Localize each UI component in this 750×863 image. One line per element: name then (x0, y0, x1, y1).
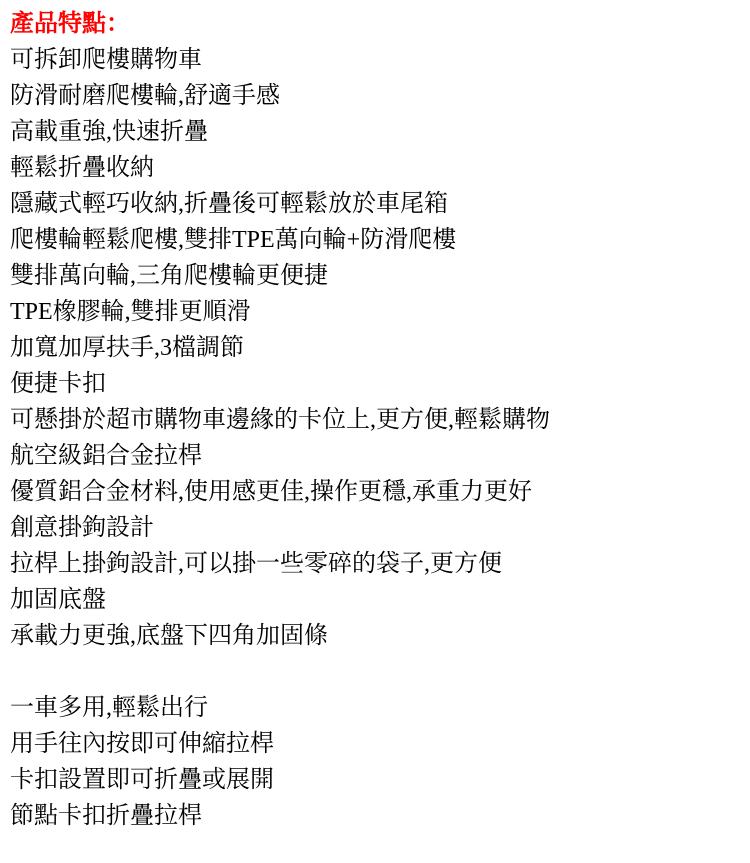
feature-line: 用手往內按即可伸縮拉桿 (10, 731, 274, 757)
feature-line: 卡扣設置即可折疊或展開 (10, 767, 274, 793)
feature-line: 隱藏式輕巧收納,折疊後可輕鬆放於車尾箱 (10, 191, 448, 217)
feature-line: 高載重強,快速折疊 (10, 119, 208, 145)
feature-line: 可拆卸爬樓購物車 (10, 47, 202, 73)
feature-list (10, 42, 740, 834)
feature-line: 輕鬆折疊收納 (10, 155, 154, 181)
feature-line: 拉桿上掛鉤設計,可以掛一些零碎的袋子,更方便 (10, 551, 502, 577)
feature-line: 防滑耐磨爬樓輪,舒適手感 (10, 83, 280, 109)
feature-line: 可懸掛於超市購物車邊緣的卡位上,更方便,輕鬆購物 (10, 407, 550, 433)
feature-line: 優質鋁合金材料,使用感更佳,操作更穩,承重力更好 (10, 479, 532, 505)
feature-line: TPE橡膠輪,雙排更順滑 (10, 299, 251, 325)
feature-line: 節點卡扣折疊拉桿 (10, 803, 202, 829)
feature-line: 加固底盤 (10, 587, 106, 613)
feature-line: 承載力更強,底盤下四角加固條 (10, 623, 328, 649)
feature-line: 航空級鋁合金拉桿 (10, 443, 202, 469)
feature-line: 加寬加厚扶手,3檔調節 (10, 335, 244, 361)
feature-line: 雙排萬向輪,三角爬樓輪更便捷 (10, 263, 328, 289)
feature-line: 創意掛鉤設計 (10, 515, 154, 541)
feature-line (10, 654, 740, 690)
feature-line: 便捷卡扣 (10, 371, 106, 397)
feature-line: 一車多用,輕鬆出行 (10, 695, 208, 721)
page-title: 產品特點： (10, 11, 130, 37)
feature-line: 爬樓輪輕鬆爬樓,雙排TPE萬向輪+防滑爬樓 (10, 227, 457, 253)
